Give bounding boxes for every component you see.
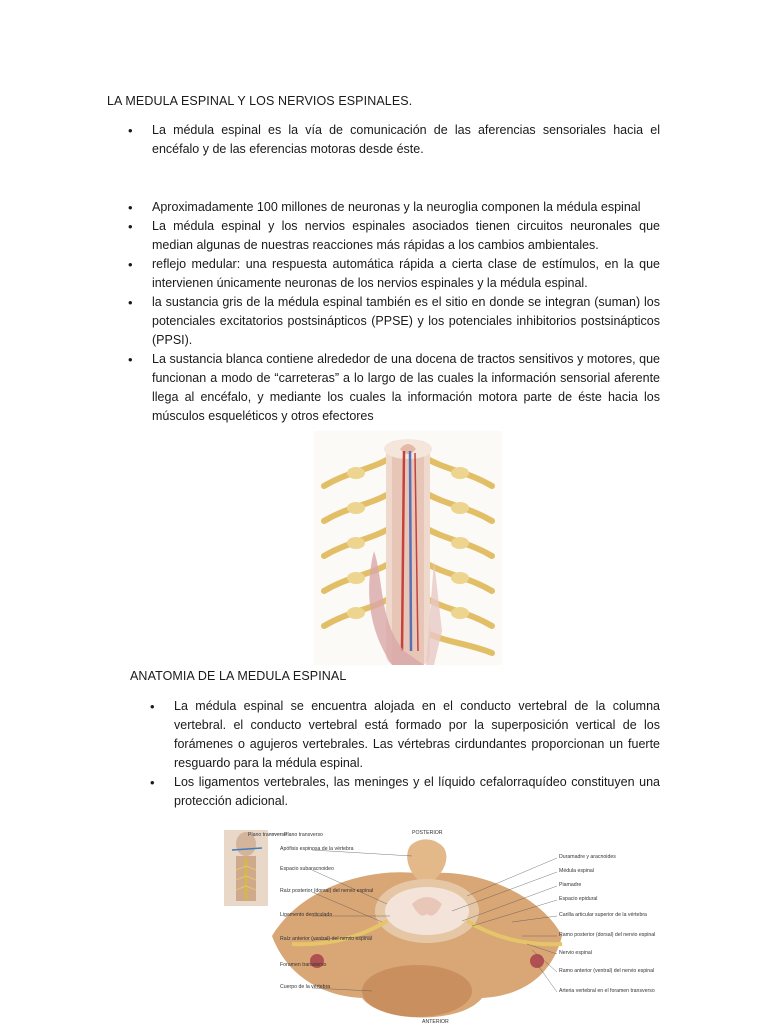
spinal-cord-illustration [314,431,502,665]
vertebra-cross-section-drawing [222,826,656,1025]
label-raiz-anterior: Raíz anterior (ventral) del nervio espinal [280,936,372,942]
label-ramo-anterior: Ramo anterior (ventral) del nervio espinal [559,968,655,974]
label-medula-espinal: Médula espinal [559,868,594,874]
list-item: • la sustancia gris de la médula espinal también es el sitio en donde se integran (suman) los potenciales excitatorios postsinápticos (PPSE) y los potenciales inhibitorios postsinápticos (PPSI). [152,293,660,350]
label-espacio-epidural: Espacio epidural [559,896,598,902]
label-nervio-espinal: Nervio espinal [559,950,592,956]
inset-label: Plano transverso [248,832,287,838]
label-apofisis-espinosa: Apófisis espinosa de la vértebra [280,846,354,852]
posterior-label: POSTERIOR [412,830,443,836]
spinal-cord-drawing [314,431,502,665]
list-item: • reflejo medular: una respuesta automática rápida a cierta clase de estímulos, en la que intervienen únicamente neuronas de los nervios espinales y la médula espinal. [152,255,660,293]
list-item: • Los ligamentos vertebrales, las meninges y el líquido cefalorraquídeo constituyen una protección adicional. [174,773,660,811]
anatomy-bullet-list [174,697,660,811]
list-item: • La médula espinal es la vía de comunicación de las aferencias sensoriales hacia el encéfalo y de las eferencias motoras desde éste. [152,121,660,159]
vertebra-cross-section-illustration [222,826,656,1025]
section-title-anatomia: ANATOMIA DE LA MEDULA ESPINAL [130,669,347,683]
label-ligamento-denticulado: Ligamento denticulado [280,912,333,918]
label-arteria-vertebral: Arteria vertebral en el foramen transverso [559,988,655,994]
label-foramen-transverso: Foramen transverso [280,962,327,968]
label-cuerpo-vertebra: Cuerpo de la vértebra [280,984,331,990]
main-bullet-list [152,198,660,426]
anterior-label: ANTERIOR [422,1019,449,1025]
label-plano-transverso: Plano transverso [284,832,323,838]
list-item: • La médula espinal y los nervios espinales asociados tienen circuitos neuronales que median algunas de nuestras reacciones más rápidas a los cambios ambientales. [152,217,660,255]
section-title-medula-y-nervios: LA MEDULA ESPINAL Y LOS NERVIOS ESPINALES. [107,94,413,108]
list-item: • Aproximadamente 100 millones de neuronas y la neuroglia componen la médula espinal [152,198,660,217]
label-espacio-subaracnoideo: Espacio subaracnoideo [280,866,334,872]
label-ramo-posterior: Ramo posterior (dorsal) del nervio espinal [559,932,656,938]
intro-bullet-list [152,121,660,159]
label-piamadre: Piamadre [559,882,582,888]
list-item: • La sustancia blanca contiene alrededor de una docena de tractos sensitivos y motores, que funcionan a modo de “carreteras” a lo largo de las cuales la información sensorial aferente llega al encéfalo, y mediante los cuales la información motora parte de éste hacia los músculos esqueléticos y otros efectores [152,350,660,426]
label-duramadre: Duramadre y aracnoides [559,854,616,860]
list-item: • La médula espinal se encuentra alojada en el conducto vertebral de la columna vertebral. el conducto vertebral está formado por la superposición vertical de los forámenes o agujeros vertebrales. Las vértebras cirdundantes proporcionan un fuerte resguardo para la médula espinal. [174,697,660,773]
label-raiz-posterior: Raíz posterior (dorsal) del nervio espinal [280,888,374,894]
label-carilla-articular: Carilla articular superior de la vértebra [559,912,647,918]
